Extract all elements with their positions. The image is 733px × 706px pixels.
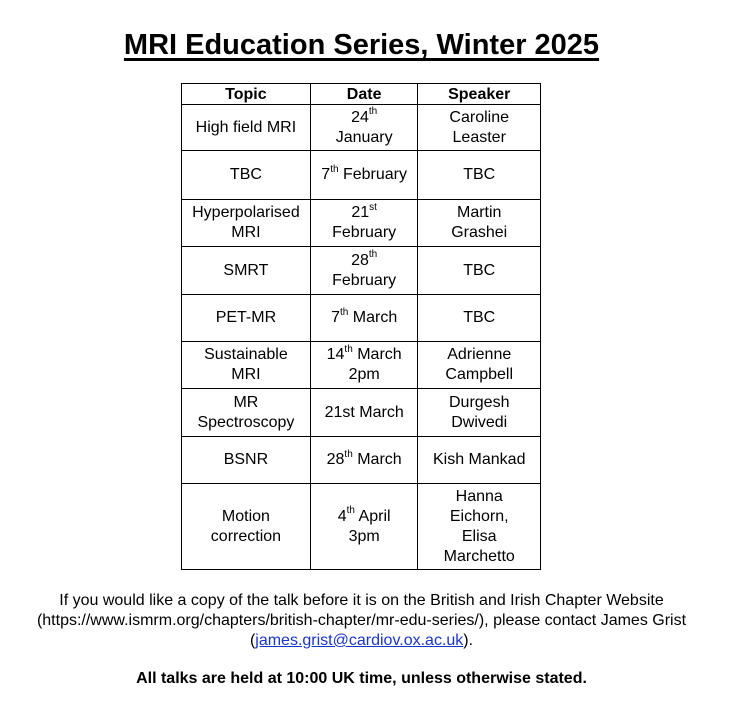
date-line: [314, 165, 415, 185]
email-link[interactable]: james.grist@cardiov.ox.ac.uk: [255, 632, 464, 649]
topic-line: MRI: [231, 224, 261, 241]
speaker-line: Campbell: [445, 366, 514, 383]
paren-open: (: [249, 632, 256, 649]
date-line: February: [332, 271, 397, 289]
date-line: [314, 308, 415, 328]
table-row: [182, 437, 541, 484]
date-day: 28: [351, 251, 369, 269]
topic-line: Sustainable: [204, 346, 288, 363]
date-month: February: [338, 166, 407, 183]
table-header-row: [182, 84, 541, 105]
topic-cell: [182, 484, 311, 570]
date-line: [314, 507, 415, 527]
date-line: February: [332, 224, 397, 241]
speaker-cell: [418, 151, 541, 200]
speaker-line: TBC: [463, 166, 496, 183]
topic-line: MR: [233, 393, 259, 411]
speaker-line: Leaster: [452, 128, 506, 146]
table-row: [182, 342, 541, 389]
schedule-table: [181, 83, 541, 570]
date-month: April: [354, 507, 391, 525]
speaker-line: Elisa: [461, 527, 497, 545]
speaker-cell: [418, 484, 541, 570]
date-ordinal: th: [346, 505, 355, 517]
column-header-speaker: Speaker: [418, 84, 541, 105]
date-line: [314, 203, 415, 223]
date-cell: [310, 484, 418, 570]
speaker-line: TBC: [463, 309, 496, 326]
topic-line: Spectroscopy: [197, 413, 295, 431]
topic-line: Hyperpolarised: [192, 204, 300, 221]
topic-line: TBC: [229, 166, 262, 183]
date-day: 7: [321, 166, 331, 183]
topic-line: correction: [210, 527, 282, 545]
speaker-line: Caroline: [449, 108, 510, 126]
speaker-cell: [418, 105, 541, 151]
speaker-line: TBC: [463, 261, 496, 279]
date-cell: [310, 151, 418, 200]
table-row: [182, 484, 541, 570]
speaker-line: Grashei: [451, 224, 508, 241]
topic-cell: [182, 247, 311, 295]
date-day: 28: [326, 451, 345, 468]
table-row: [182, 389, 541, 437]
date-cell: [310, 437, 418, 484]
speaker-line: Hanna: [455, 487, 503, 505]
date-line: January: [335, 128, 393, 146]
topic-cell: [182, 200, 311, 247]
date-month: March: [348, 309, 398, 326]
topic-cell: [182, 151, 311, 200]
speaker-cell: [418, 342, 541, 389]
date-line: 2pm: [348, 366, 380, 383]
speaker-line: Adrienne: [447, 346, 512, 363]
date-ordinal: th: [344, 448, 353, 460]
date-day: 4: [337, 507, 347, 525]
topic-cell: [182, 105, 311, 151]
date-month: March: [352, 451, 402, 468]
column-header-date: Date: [310, 84, 418, 105]
speaker-cell: [418, 247, 541, 295]
date-day: 24: [351, 108, 369, 126]
table-row: [182, 151, 541, 200]
time-note: All talks are held at 10:00 UK time, unless otherwise stated.: [136, 670, 587, 687]
speaker-line: Dwivedi: [451, 413, 508, 431]
date-day: 21: [351, 204, 370, 221]
date-cell: [310, 342, 418, 389]
speaker-cell: [418, 295, 541, 342]
contact-line-3: [0, 631, 723, 651]
contact-line-1: If you would like a copy of the talk before it is on the British and Irish Chapter Website: [59, 592, 664, 609]
date-ordinal: th: [368, 249, 378, 261]
date-day: 14: [326, 346, 345, 363]
topic-cell: [182, 295, 311, 342]
date-day: 7: [331, 309, 340, 326]
table-row: [182, 295, 541, 342]
speaker-line: Marchetto: [443, 547, 515, 565]
date-line: [314, 108, 415, 128]
table-row: [182, 247, 541, 295]
date-ordinal: th: [368, 106, 378, 118]
date-ordinal: th: [330, 163, 339, 175]
date-line: [314, 345, 415, 365]
topic-line: Motion: [221, 507, 270, 525]
table-row: [182, 200, 541, 247]
topic-line: SMRT: [223, 261, 269, 279]
date-line: [314, 450, 415, 470]
topic-line: MRI: [231, 366, 261, 383]
topic-line: High field MRI: [195, 118, 297, 136]
date-line: 3pm: [348, 527, 380, 545]
speaker-line: Eichorn,: [449, 507, 509, 525]
date-cell: [310, 389, 418, 437]
speaker-line: Durgesh: [448, 393, 510, 411]
speaker-cell: [418, 389, 541, 437]
date-cell: [310, 105, 418, 151]
contact-paragraph: [0, 591, 723, 651]
date-ordinal: th: [344, 343, 353, 355]
contact-line-2: (https://www.ismrm.org/chapters/british-chapter/mr-edu-series/), please contact James Grist: [36, 612, 687, 629]
date-month: March: [352, 346, 402, 363]
date-line: [314, 251, 415, 271]
topic-cell: [182, 389, 311, 437]
date-ordinal: st: [369, 201, 377, 213]
topic-line: BSNR: [223, 451, 269, 468]
table-row: [182, 105, 541, 151]
date-ordinal: th: [339, 306, 349, 318]
speaker-cell: [418, 200, 541, 247]
table-body: [182, 105, 541, 570]
speaker-line: Kish Mankad: [432, 451, 526, 468]
paren-close: ).: [463, 632, 474, 649]
date-cell: [310, 200, 418, 247]
page-title: MRI Education Series, Winter 2025: [123, 29, 600, 61]
topic-cell: [182, 437, 311, 484]
date-line: 21st March: [324, 403, 404, 421]
column-header-topic: Topic: [182, 84, 311, 105]
speaker-cell: [418, 437, 541, 484]
topic-line: PET-MR: [215, 309, 277, 326]
date-cell: [310, 247, 418, 295]
speaker-line: Martin: [457, 204, 502, 221]
date-cell: [310, 295, 418, 342]
topic-cell: [182, 342, 311, 389]
